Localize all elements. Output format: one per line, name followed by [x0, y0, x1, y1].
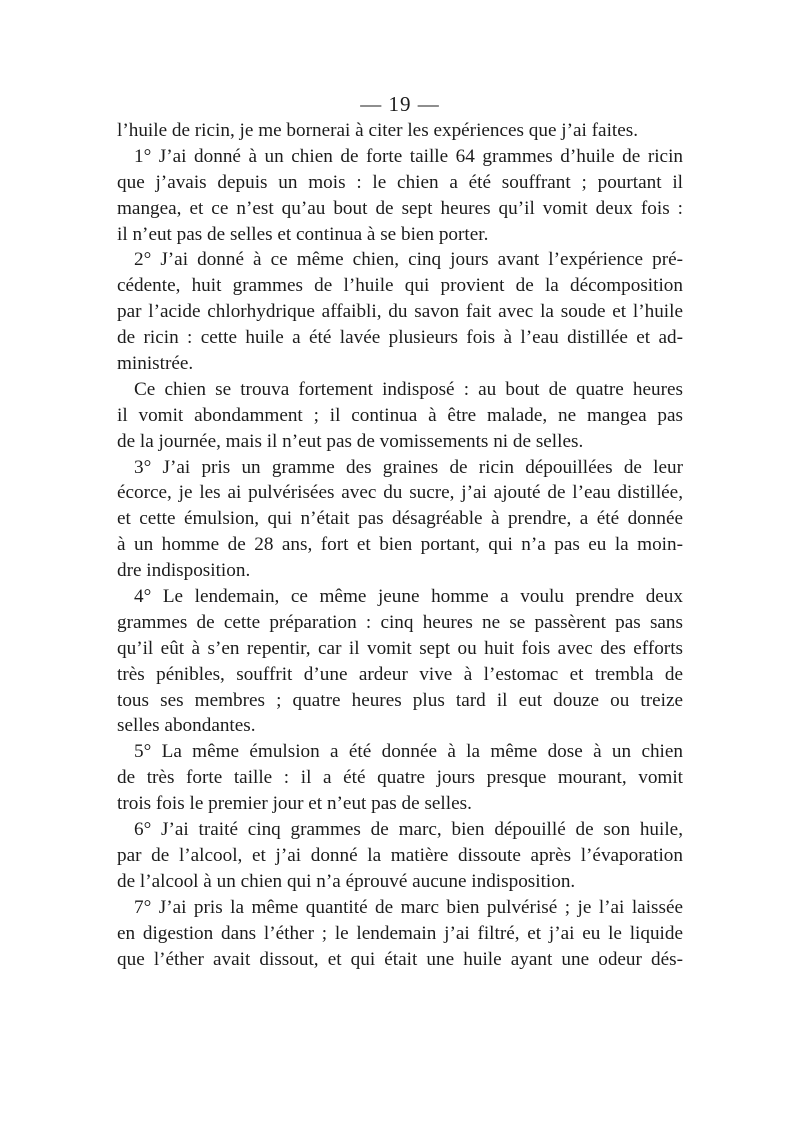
- text-line: qu’il eût à s’en repentir, car il vomit sept ou huit fois avec des efforts: [117, 637, 683, 659]
- text-line: ministrée.: [117, 353, 194, 375]
- text-line: 6° J’ai traité cinq grammes de marc, bien dépouillé de son huile,: [134, 819, 683, 841]
- text-line: 1° J’ai donné à un chien de forte taille 64 grammes d’huile de ricin: [134, 145, 683, 167]
- text-line: écorce, je les ai pulvérisées avec du sucre, j’ai ajouté de l’eau distillée,: [117, 482, 683, 504]
- text-line: 5° La même émulsion a été donnée à la même dose à un chien: [134, 741, 683, 763]
- text-line: de ricin : cette huile a été lavée plusieurs fois à l’eau distillée et ad-: [117, 327, 683, 349]
- text-line: il vomit abondamment ; il continua à être malade, ne mangea pas: [117, 404, 683, 426]
- text-line: 7° J’ai pris la même quantité de marc bien pulvérisé ; je l’ai laissée: [134, 896, 683, 918]
- text-line: que j’avais depuis un mois : le chien a été souffrant ; pourtant il: [117, 171, 683, 193]
- text-line: 2° J’ai donné à ce même chien, cinq jours avant l’expérience pré-: [134, 249, 683, 271]
- page-number: — 19 —: [360, 92, 440, 116]
- text-line: l’huile de ricin, je me bornerai à citer les expériences que j’ai faites.: [117, 120, 639, 141]
- body-text: [117, 118, 683, 972]
- text-line: il n’eut pas de selles et continua à se bien porter.: [117, 223, 489, 245]
- text-line: 3° J’ai pris un gramme des graines de ricin dépouillées de leur: [134, 456, 683, 478]
- text-line: mangea, et ce n’est qu’au bout de sept heures qu’il vomit deux fois :: [117, 197, 683, 219]
- text-line: Ce chien se trouva fortement indisposé : au bout de quatre heures: [134, 378, 683, 400]
- text-line: par de l’alcool, et j’ai donné la matière dissoute après l’évaporation: [117, 844, 683, 866]
- text-line: dre indisposition.: [117, 560, 251, 582]
- text-line: et cette émulsion, qui n’était pas désagréable à prendre, a été donnée: [117, 508, 683, 530]
- text-line: en digestion dans l’éther ; le lendemain j’ai filtré, et j’ai eu le liquide: [117, 922, 683, 944]
- text-line: de très forte taille : il a été quatre jours presque mourant, vomit: [117, 767, 683, 789]
- text-line: tous ses membres ; quatre heures plus tard il eut douze ou treize: [117, 689, 683, 711]
- text-line: selles abondantes.: [117, 715, 256, 737]
- text-line: de l’alcool à un chien qui n’a éprouvé aucune indisposition.: [117, 870, 576, 892]
- text-line: 4° Le lendemain, ce même jeune homme a voulu prendre deux: [134, 586, 683, 608]
- text-line: très pénibles, souffrit d’une ardeur vive à l’estomac et trembla de: [117, 663, 683, 685]
- text-line: de la journée, mais il n’eut pas de vomissements ni de selles.: [117, 430, 584, 452]
- text-line: cédente, huit grammes de l’huile qui provient de la décomposition: [117, 275, 683, 297]
- text-line: grammes de cette préparation : cinq heures ne se passèrent pas sans: [117, 611, 683, 633]
- text-line: trois fois le premier jour et n’eut pas de selles.: [117, 793, 472, 815]
- text-line: à un homme de 28 ans, fort et bien portant, qui n’a pas eu la moin-: [117, 534, 683, 556]
- text-line: par l’acide chlorhydrique affaibli, du savon fait avec la soude et l’huile: [117, 301, 683, 323]
- text-line: que l’éther avait dissout, et qui était une huile ayant une odeur dés-: [117, 948, 683, 970]
